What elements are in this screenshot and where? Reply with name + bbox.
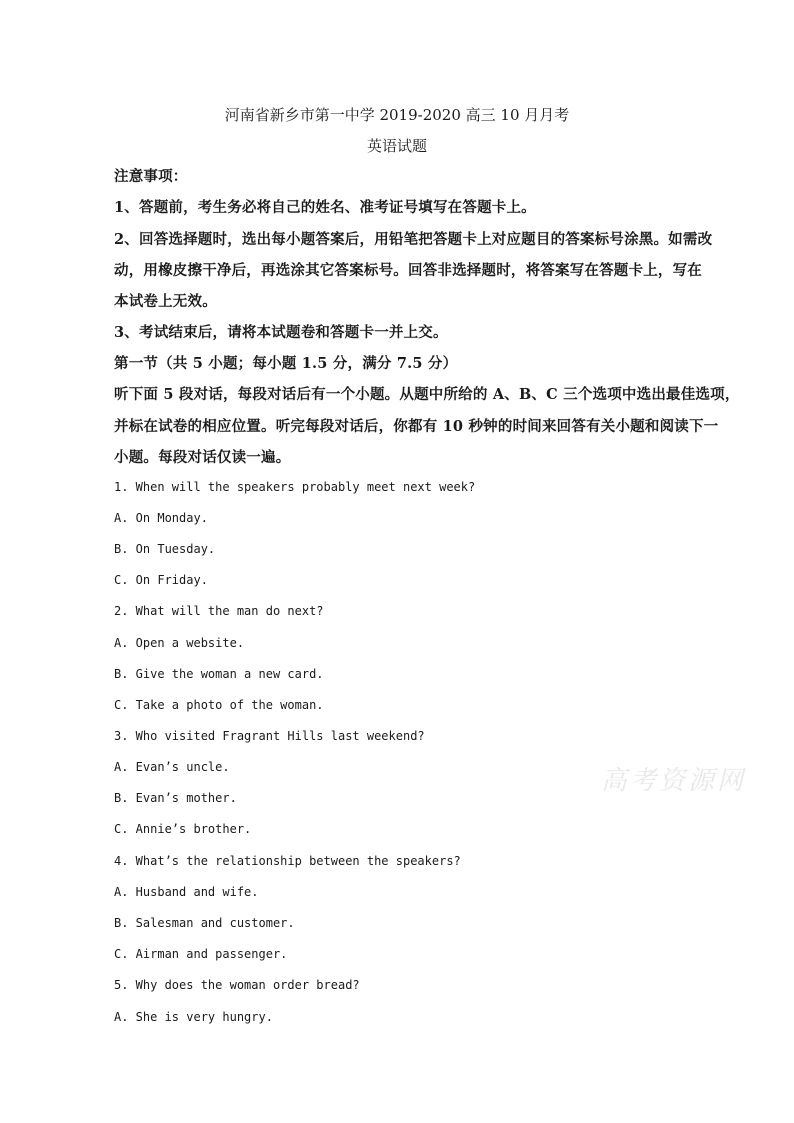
question-4-option-a: A. Husband and wife.	[114, 885, 259, 899]
question-5-option-a: A. She is very hungry.	[114, 1010, 273, 1024]
watermark: 高考资源网	[601, 766, 747, 796]
question-1-option-b: B. On Tuesday.	[114, 542, 216, 556]
question-3-text: 3. Who visited Fragrant Hills last weekend?	[114, 729, 425, 743]
question-4-option-c: C. Airman and passenger.	[114, 947, 288, 961]
question-2-option-a: A. Open a website.	[114, 636, 245, 650]
notice-item-2-line-2: 动，用橡皮擦干净后，再选涂其它答案标号。回答非选择题时，将答案写在答题卡上，写在	[114, 262, 702, 279]
question-3-option-b: B. Evan’s mother.	[114, 791, 237, 805]
question-5-text: 5. Why does the woman order bread?	[114, 978, 360, 992]
question-1-text: 1. When will the speakers probably meet next week?	[114, 480, 476, 494]
question-2-option-b: B. Give the woman a new card.	[114, 667, 324, 681]
section-instruction-line-1: 听下面 5 段对话，每段对话后有一个小题。从题中所给的 A、B、C 三个选项中选出最佳选项，	[114, 386, 740, 403]
question-2-text: 2. What will the man do next?	[114, 604, 324, 618]
exam-title: 河南省新乡市第一中学 2019-2020 高三 10 月月考	[224, 106, 570, 124]
question-1-option-c: C. On Friday.	[114, 573, 208, 587]
exam-subtitle: 英语试题	[366, 137, 427, 155]
section-instruction-line-2: 并标在试卷的相应位置。听完每段对话后，你都有 10 秒钟的时间来回答有关小题和阅读下一	[114, 418, 719, 435]
notice-item-1: 1、答题前，考生务必将自己的姓名、准考证号填写在答题卡上。	[114, 199, 536, 216]
question-3-option-c: C. Annie’s brother.	[114, 822, 252, 836]
section-instruction-line-3: 小题。每段对话仅读一遍。	[114, 449, 291, 466]
question-3-option-a: A. Evan’s uncle.	[114, 760, 230, 774]
question-2-option-c: C. Take a photo of the woman.	[114, 698, 324, 712]
notice-item-3: 3、考试结束后，请将本试题卷和答题卡一并上交。	[114, 324, 448, 341]
question-4-text: 4. What’s the relationship between the speakers?	[114, 854, 461, 868]
notice-item-2-line-1: 2、回答选择题时，选出每小题答案后，用铅笔把答题卡上对应题目的答案标号涂黑。如需改	[114, 231, 713, 248]
section-heading: 第一节（共 5 小题；每小题 1.5 分，满分 7.5 分）	[114, 355, 458, 372]
notice-heading: 注意事项：	[114, 168, 188, 185]
question-4-option-b: B. Salesman and customer.	[114, 916, 295, 930]
notice-item-2-line-3: 本试卷上无效。	[114, 293, 217, 310]
question-1-option-a: A. On Monday.	[114, 511, 208, 525]
